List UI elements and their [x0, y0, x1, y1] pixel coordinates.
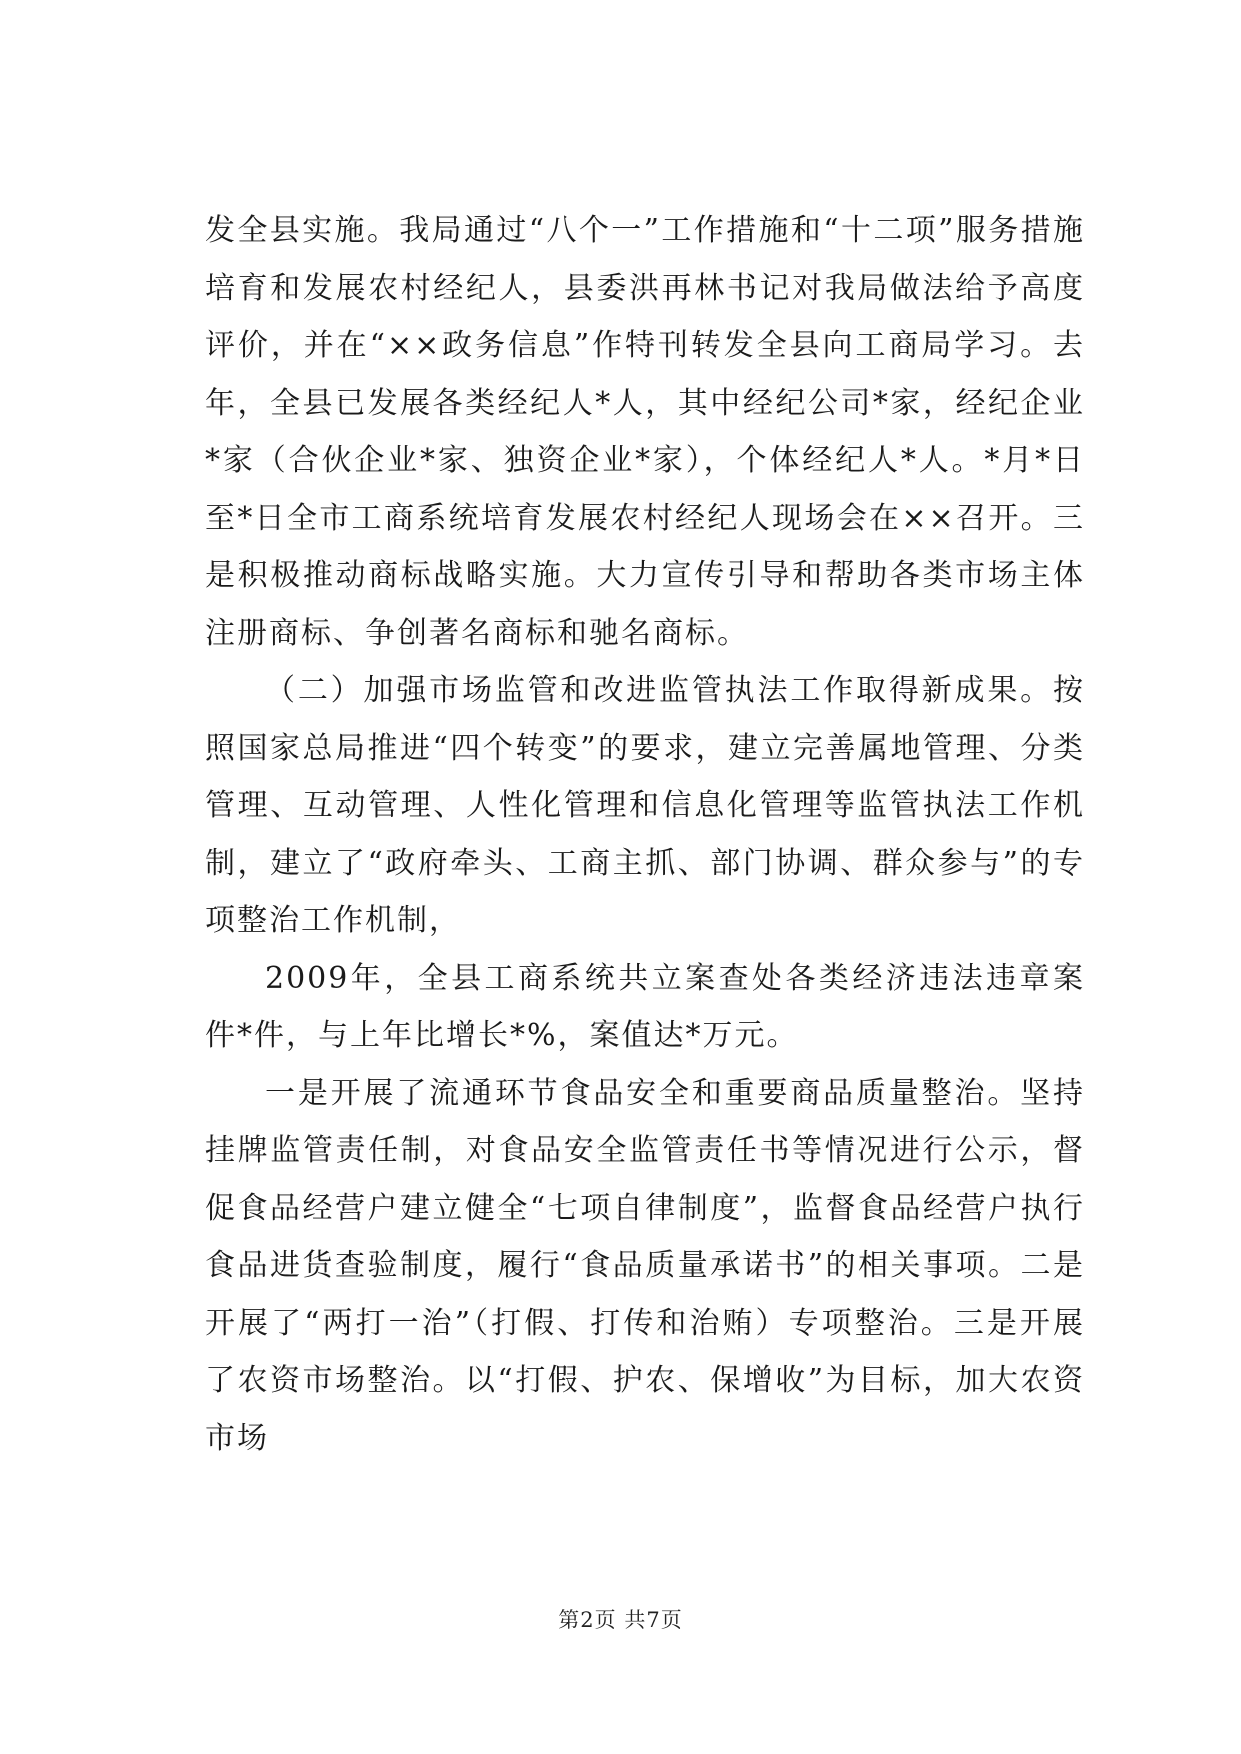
paragraph-2: （二）加强市场监管和改进监管执法工作取得新成果。按照国家总局推进“四个转变”的要求，建立完善属地管理、分类管理、互动管理、人性化管理和信息化管理等监管执法工作机制，建立了“政府牵头、工商主抓、部门协调、群众参与”的专项整治工作机制， [205, 673, 1085, 938]
page-footer: 第2页 共7页 [558, 1608, 683, 1632]
paragraph-4: 一是开展了流通环节食品安全和重要商品质量整治。坚持挂牌监管责任制，对食品安全监管责任书等情况进行公示，督促食品经营户建立健全“七项自律制度”，监督食品经营户执行食品进货查验制度，履行“食品质量承诺书”的相关事项。二是开展了“两打一治”（打假、打传和治贿）专项整治。三是开展了农资市场整治。以“打假、护农、保增收”为目标，加大农资市场 [205, 1075, 1085, 1456]
paragraph-3: 2009年，全县工商系统共立案查处各类经济违法违章案件*件，与上年比增长*%，案值达*万元。 [205, 960, 1085, 1053]
paragraph-1: 发全县实施。我局通过“八个一”工作措施和“十二项”服务措施培育和发展农村经纪人，县委洪再林书记对我局做法给予高度评价，并在“××政务信息”作特刊转发全县向工商局学习。去年，全县已发展各类经纪人*人，其中经纪公司*家，经纪企业*家（合伙企业*家、独资企业*家），个体经纪人*人。*月*日至*日全市工商系统培育发展农村经纪人现场会在××召开。三是积极推动商标战略实施。大力宣传引导和帮助各类市场主体注册商标、争创著名商标和驰名商标。 [205, 213, 1085, 651]
document-body [205, 202, 1085, 1467]
